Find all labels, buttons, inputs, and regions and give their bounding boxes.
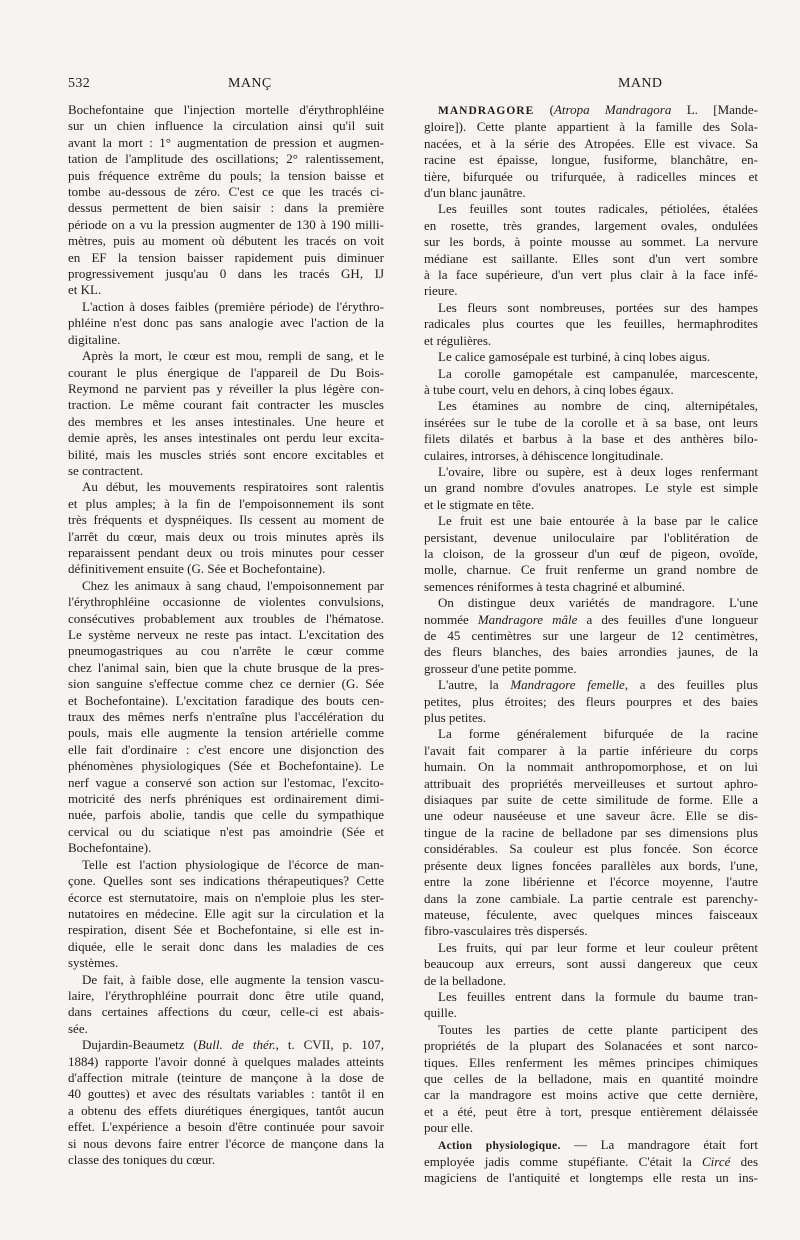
text-line: tiques. Elles renferment les mêmes principes chimiques (424, 1054, 758, 1070)
text-line: Bochefontaine que l'injection mortelle d'érythrophléine (68, 102, 384, 117)
text-line: puis fréquence extrême du pouls; la tension baisse et (68, 167, 384, 183)
text-line: La forme généralement bifurquée de la racine (438, 726, 758, 742)
page-number: 532 (68, 76, 91, 91)
text-line: attribuait des propriétés merveilleuses et surtout aphro- (424, 775, 758, 791)
text-line: pneumogastriques au cou n'arrête le cœur comme (68, 643, 384, 659)
text-line: sion sanguine s'effectue comme chez ce dernier (G. Sée (68, 676, 384, 692)
text-line: Les feuilles sont toutes radicales, pétiolées, étalées (438, 201, 758, 217)
text-line: Telle est l'action physiologique de l'écorce de man- (82, 856, 384, 872)
text-line: consécutives probablement aux troubles de l'hématose. (68, 610, 384, 626)
text-line: demie après, les anses intestinales ont perdu leur excita- (68, 430, 384, 446)
paragraph (424, 300, 758, 349)
text-line: et Bochefontaine). L'excitation faradique des bouts cen- (68, 692, 384, 708)
text-line: Toutes les parties de cette plante participent des (438, 1021, 758, 1037)
paragraph (68, 299, 384, 348)
text-run: L'autre, la (438, 677, 511, 693)
text-line: considérables. Sa couleur est plus foncée. Son écorce (424, 841, 758, 857)
text-run: — La mandragore était fort (560, 1136, 758, 1152)
text-line (68, 1037, 384, 1053)
text-line: et le stigmate en tête. (424, 496, 535, 512)
text-run: nommée (424, 611, 478, 627)
text-line: petites, plus étroites; des fleurs pourpres et des baies (424, 693, 758, 709)
text-line: dessus permettent de bien saisir : dans la première (68, 200, 384, 216)
text-line: et régulières. (424, 332, 492, 348)
text-line: quille. (424, 1005, 457, 1021)
text-line: courant le plus énergique de l'appareil de Du Bois- (68, 364, 384, 380)
text-line: Le système nerveux ne reste pas intact. L'excitation des (68, 627, 384, 642)
text-line: gloire]). Cette plante appartient à la famille des Sola- (424, 119, 758, 135)
paragraph (424, 1022, 758, 1137)
text-line: grosseur d'une petite pomme. (424, 660, 577, 676)
text-line: écorce est sternutatoire, mais on n'emploie plus les ster- (68, 889, 384, 905)
text-line: diquée, elle le serait donc dans les maladies de ces (68, 938, 384, 954)
text-line: définitivement ensuite (G. Sée et Bochefontaine). (68, 561, 326, 577)
text-line: une odeur nauséeuse et une saveur âcre. Elle se dis- (424, 808, 758, 824)
text-line: nerf vague a conservé son action sur l'estomac, l'excito- (68, 774, 384, 790)
text-line: 1884) rapporte l'avoir donné à quelques malades atteints (68, 1053, 384, 1069)
paragraph (424, 464, 758, 513)
text-line: persistant, devenue uniloculaire par l'oblitération de (424, 529, 758, 545)
paragraph (68, 348, 384, 479)
paragraph (424, 989, 758, 1022)
text-line: L'ovaire, libre ou supère, est à deux loges renfermant (438, 463, 758, 479)
text-line: Les fleurs sont nombreuses, portées sur des hampes (438, 299, 758, 315)
text-run: ( (534, 102, 554, 117)
text-line: de 45 centimètres sur une largeur de 12 centimètres, (424, 628, 758, 643)
text-line: magiciens de l'antiquité et longtemps elle resta un ins- (424, 1170, 758, 1186)
text-line: pour elle. (424, 1120, 474, 1136)
paragraph (68, 857, 384, 972)
paragraph (424, 201, 758, 299)
text-line: l'érythrophléine occasionne de violentes convulsions, (68, 594, 384, 610)
text-line: filets dilatés et barbus à la base et des anthères bilo- (424, 431, 758, 447)
text-line (424, 612, 758, 628)
text-line: humain. On la nommait anthropomorphose, et on lui (424, 759, 758, 775)
text-line: çone. Quelles sont ses indications thérapeutiques? Cette (68, 873, 384, 889)
text-line: tière, bifurquée ou trifurquée, à radicelles minces et (424, 168, 758, 184)
right-guide-word: MAND (618, 76, 663, 91)
paragraph (68, 578, 384, 857)
text-line: Le fruit est une baie entourée à la base par le calice (438, 513, 758, 529)
italic-text: Circé (702, 1154, 731, 1169)
left-guide-word: MANÇ (228, 76, 272, 91)
text-line: mètres, puis au moment où débutent les tracés on voit (68, 233, 384, 249)
text-line: nacées, et à la série des Atropées. Elle est vivace. Sa (424, 135, 758, 151)
paragraph (424, 349, 758, 365)
text-line: semences réniformes à testa chagriné et albuminé. (424, 578, 685, 594)
text-line: des membres et les anses intestinales. Une heure et (68, 413, 384, 429)
text-line: sur un chien influence la circulation ainsi qu'il suit (68, 118, 384, 134)
text-line: tation de l'amplitude des oscillations; 2° ralentissement, (68, 151, 384, 167)
text-line: à la face supérieure, d'un vert plus clair à la face infé- (424, 267, 758, 283)
text-line: des fleurs blanches, des baies arrondies jaunes, de la (424, 644, 758, 660)
text-line: phléine n'est donc pas sans analogie avec l'action de la (68, 315, 384, 331)
text-line: cervical ou du sciatique n'est pas amoindrie (Sée et (68, 823, 384, 839)
paragraph (68, 479, 384, 577)
text-line: et KL. (68, 282, 102, 298)
italic-text: Atropa Mandragora (553, 102, 672, 117)
text-line: 40 gouttes) et avec des résultats variables : tantôt il en (68, 1086, 384, 1102)
text-line: La corolle gamopétale est campanulée, marcescente, (438, 365, 758, 381)
text-line: très fréquents et dyspnéiques. Ils cessent au moment de (68, 512, 384, 528)
text-line: que celles de la belladone, mais en quantité moindre (424, 1070, 758, 1086)
text-line: mateuse, féculente, avec quelques minces faisceaux (424, 906, 758, 922)
text-line: l'avait fait comparer à la partie inférieure du corps (424, 742, 758, 758)
text-line: radicales plus courtes que les feuilles, hermaphrodites (424, 316, 758, 332)
text-line: entre la zone libérienne et l'écorce moyenne, l'autre (424, 874, 758, 890)
text-line: culaires, introrses, à déhiscence longitudinale. (424, 447, 664, 463)
text-line: phénomènes physiologiques (Sée et Bochefontaine). Le (68, 758, 384, 774)
text-line: rieure. (424, 283, 458, 299)
text-line: Chez les animaux à sang chaud, l'empoisonnement par (82, 577, 384, 593)
text-line: progressivement jusqu'au 0 dans les tracés GH, IJ (68, 266, 384, 282)
text-line: la cloison, de la grosseur d'un œuf de pigeon, ovoïde, (424, 545, 758, 561)
text-line: propriétés de la plupart des Solanacées et sont narco- (424, 1038, 758, 1054)
text-line: L'action à doses faibles (première période) de l'érythro- (82, 298, 384, 314)
paragraph (68, 1037, 384, 1168)
text-line (424, 102, 758, 119)
text-line: disiaques par suite de cette similitude de forme. Elle a (424, 792, 758, 808)
text-line: pouls, mais elle augmente la tension artérielle comme (68, 725, 384, 741)
text-line: Reymond ne parvient pas y réveiller la plus légère con- (68, 380, 384, 396)
text-line: si nous devons faire entrer l'écorce de mançone dans la (68, 1135, 384, 1151)
text-line: Après la mort, le cœur est mou, rempli de sang, et le (82, 348, 384, 364)
text-line: respiration, disent Sée et Bochefontaine, si elle est in- (68, 922, 384, 938)
text-line: De fait, à faible dose, elle augmente la tension vascu- (82, 971, 384, 987)
text-line: effet. L'expérience a besoin d'être continuée pour savoir (68, 1119, 384, 1135)
text-line (424, 1137, 758, 1154)
text-line: insérées sur le tube de la corolle et à sa base, ont leurs (424, 414, 758, 430)
text-run: Dujardin-Beaumetz ( (82, 1037, 198, 1053)
text-line: en rosette, très grandes, largement ovales, ondulées (424, 217, 758, 233)
text-line: et plus amples; à la fin de l'empoisonnement ils sont (68, 495, 384, 511)
text-run: , t. CVII, p. 107, (275, 1037, 384, 1053)
text-line: On distingue deux variétés de mandragore. L'une (438, 595, 758, 611)
right-text-column (424, 102, 758, 1187)
text-line: traux des mêmes nerfs n'entraîne plus l'accélération du (68, 709, 384, 725)
paragraph (424, 102, 758, 201)
italic-text: Bull. de thér. (197, 1037, 276, 1053)
text-line: a obtenu des effets diurétiques énergiques, tantôt aucun (68, 1102, 384, 1118)
text-line: d'un blanc jaunâtre. (424, 185, 526, 201)
paragraph (424, 595, 758, 677)
text-line: un grand nombre d'ovules anatropes. Le style est simple (424, 480, 758, 496)
text-line: elle fait d'ordinaire : c'est encore une disjonction des (68, 741, 384, 757)
text-run: L. [Mande- (671, 102, 758, 117)
text-line: bilité, mais les muscles striés sont encore excitables et (68, 446, 384, 462)
text-run: employée jadis comme stupéfiante. C'était la (424, 1154, 702, 1169)
text-line: digitaline. (68, 331, 121, 347)
text-line: de la belladone. (424, 972, 506, 988)
left-text-column (68, 102, 384, 1168)
text-line: d'affection mitrale (teinture de mançone à la dose de (68, 1069, 384, 1085)
text-line: traction. Le même courant fait contracter les muscles (68, 397, 384, 413)
text-line: et a été, peut être à tort, presque entièrement délaissée (424, 1103, 758, 1119)
text-line: nuée, parfois abolie, tandis que celle du sympathique (68, 807, 384, 823)
text-line: sur les bords, à pointe mousse au sommet. La nervure (424, 234, 758, 250)
paragraph (424, 1137, 758, 1187)
text-line: période on a vu la pression augmenter de 130 à 190 milli- (68, 216, 384, 232)
text-line: fibro-vasculaires très dispersés. (424, 923, 588, 939)
text-line: Les feuilles entrent dans la formule du baume tran- (438, 988, 758, 1004)
paragraph (424, 398, 758, 464)
text-line: dans la zone cambiale. La partie centrale est parenchy- (424, 890, 758, 906)
text-line: Les fruits, qui par leur forme et leur couleur prêtent (438, 939, 758, 955)
section-label: Action physiologique. (438, 1139, 561, 1152)
paragraph (68, 102, 384, 299)
text-line: Au début, les mouvements respiratoires sont ralentis (82, 479, 384, 495)
paragraph (424, 513, 758, 595)
text-line: racine est épaisse, longue, fusiforme, blanchâtre, en- (424, 152, 758, 168)
text-line: chez l'animal sain, bien que la chute brusque de la pres- (68, 659, 384, 675)
text-line: l'arrêt du cœur, mais deux ou trois minutes après ils (68, 528, 384, 544)
entry-headword: MANDRAGORE (438, 105, 535, 117)
text-line: motricité des nerfs phréniques est ordinairement dimi- (68, 791, 384, 807)
text-line: médiane est saillante. Elles sont d'un vert sombre (424, 250, 758, 266)
text-line (424, 677, 758, 693)
paragraph (424, 366, 758, 399)
text-line: nutatoires en médecine. Elle agit sur la circulation et la (68, 905, 384, 921)
text-line: reparaissent pendant deux ou trois minutes pour cesser (68, 544, 384, 560)
text-line: plus petites. (424, 710, 487, 726)
text-run: , a des feuilles plus (624, 677, 758, 693)
italic-text: Mandragore mâle (477, 611, 578, 627)
text-line: beaucoup aux erreurs, sont aussi dangereux que ceux (424, 956, 758, 972)
text-line: sée. (68, 1020, 88, 1036)
paragraph (424, 677, 758, 726)
paragraph (424, 726, 758, 939)
text-line: Le calice gamosépale est turbiné, à cinq lobes aigus. (438, 349, 711, 365)
text-line: en EF la tension baisser rapidement puis diminuer (68, 249, 384, 265)
text-line (424, 1154, 758, 1170)
text-line: avant la mort : 1° augmentation de pression et augmen- (68, 134, 384, 150)
text-line: à tube court, velu en dehors, à cinq lobes égaux. (424, 381, 674, 397)
text-line: molle, charnue. Ce fruit renferme un grand nombre de (424, 562, 758, 578)
text-line: présente deux lignes foncées parallèles aux bords, l'une, (424, 857, 758, 873)
text-line: Les étamines au nombre de cinq, alternipétales, (438, 398, 758, 414)
text-run: des (730, 1154, 758, 1169)
paragraph (68, 972, 384, 1038)
text-line: classe des toniques du cœur. (68, 1152, 215, 1167)
text-line: tombe au-dessous de zéro. C'est ce que les tracés ci- (68, 184, 384, 200)
text-run: a des feuilles d'une longueur (577, 611, 759, 627)
text-line: laire, l'érythrophléine pourrait donc être utile quand, (68, 987, 384, 1003)
text-line: se contractent. (68, 462, 144, 478)
text-line: tingue de la racine de belladone par ses dimensions plus (424, 824, 758, 840)
text-line: dans certaines affections du cœur, celle-ci est abais- (68, 1004, 384, 1020)
italic-text: Mandragore femelle (510, 677, 625, 693)
paragraph (424, 940, 758, 989)
text-line: Bochefontaine). (68, 840, 152, 856)
text-line: car la mandragore est moins active que cette dernière, (424, 1087, 758, 1103)
text-line: systèmes. (68, 955, 119, 971)
